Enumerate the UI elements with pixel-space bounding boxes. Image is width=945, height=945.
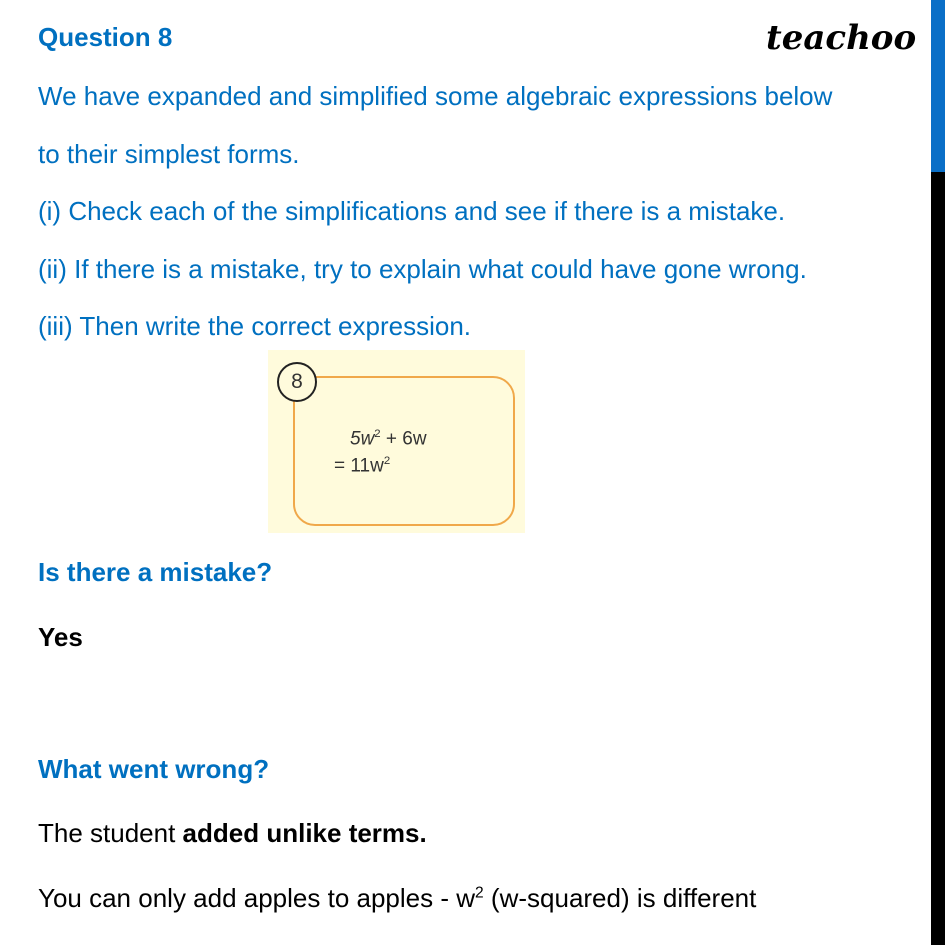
exponent: 2 (383, 455, 391, 467)
teachoo-logo: teachoo (766, 18, 917, 58)
answer-yes: Yes (38, 622, 83, 652)
intro-line-1: We have expanded and simplified some algebraic expressions below (38, 81, 833, 111)
scrollbar-track[interactable] (931, 172, 945, 945)
figure-number: 8 (277, 362, 317, 402)
instruction-iii: (iii) Then write the correct expression. (38, 311, 472, 341)
term: = 11w (334, 455, 384, 477)
figure-box (293, 376, 515, 526)
scrollbar-thumb[interactable] (931, 0, 945, 172)
exponent: 2 (475, 884, 484, 902)
question-title: Question 8 (38, 22, 173, 52)
text: You can only add apples to apples - w (38, 883, 476, 913)
instruction-ii: (ii) If there is a mistake, try to explain what could have gone wrong. (38, 254, 807, 284)
expression-line-2 (334, 455, 390, 477)
expression-line-1 (350, 428, 427, 450)
expression-figure (268, 350, 525, 533)
question-what-wrong: What went wrong? (38, 754, 270, 784)
question-mistake: Is there a mistake? (38, 557, 273, 587)
text: The student (38, 818, 183, 848)
explanation-line (38, 883, 756, 914)
emphasis: added unlike terms. (182, 818, 427, 848)
instruction-i: (i) Check each of the simplifications and see if there is a mistake. (38, 196, 786, 226)
answer-unlike-terms (38, 818, 427, 849)
intro-line-2: to their simplest forms. (38, 139, 300, 169)
text: (w-squared) is different (483, 883, 757, 913)
term: + 6w (380, 428, 427, 450)
term: 5w (350, 428, 375, 450)
exponent: 2 (374, 428, 381, 440)
